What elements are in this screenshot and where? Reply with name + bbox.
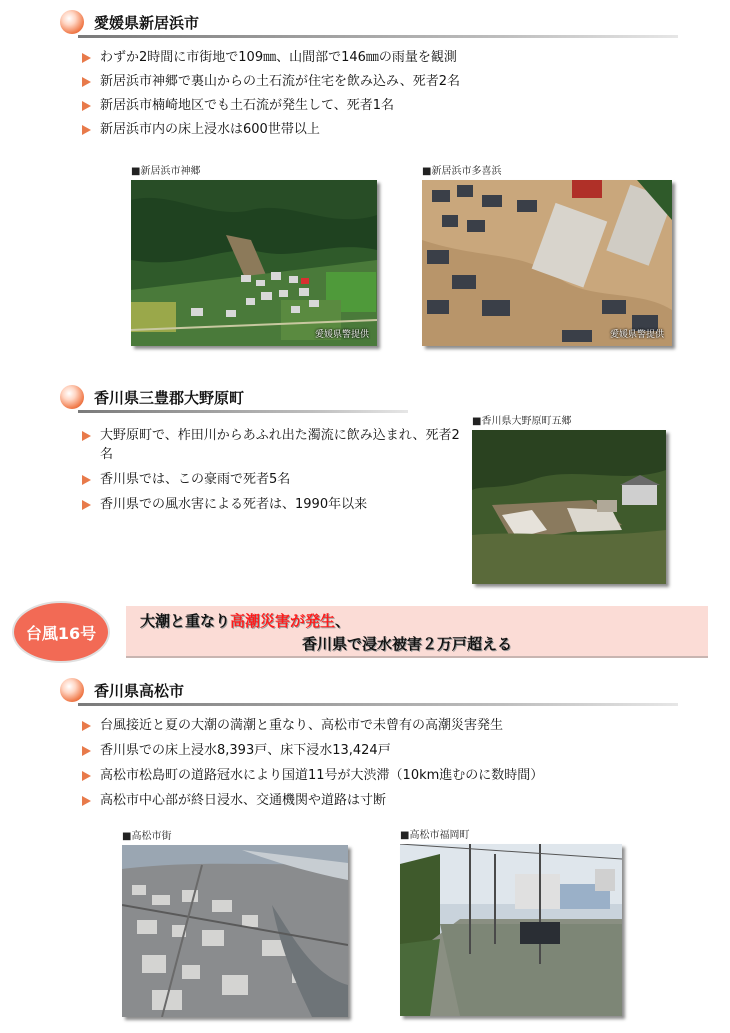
list-item: 新居浜市楠崎地区でも土石流が発生して、死者1名 <box>82 96 682 115</box>
arrow-icon <box>82 796 91 806</box>
photo-credit: 愛媛県警提供 <box>314 330 369 340</box>
photo-takihama <box>422 166 677 352</box>
list-item: 香川県での風水害による死者は、1990年以来 <box>82 495 472 514</box>
headline-highlight: 高潮災害が発生 <box>230 612 336 630</box>
photo-gogo <box>472 416 672 588</box>
photo-caption: ■新居浜市多喜浜 <box>422 166 502 177</box>
photo-shingo <box>131 166 381 352</box>
arrow-icon <box>82 500 91 510</box>
list-item: 香川県での床上浸水8,393戸、床下浸水13,424戸 <box>82 741 702 760</box>
typhoon-badge: 台風16号 <box>12 601 110 663</box>
list-item: 新居浜市内の床上浸水は600世帯以上 <box>82 120 682 139</box>
list-item: 高松市松島町の道路冠水により国道11号が大渋滞（10km進むのに数時間） <box>82 766 702 785</box>
list-item: 新居浜市神郷で裏山からの土石流が住宅を飲み込み、死者2名 <box>82 72 682 91</box>
arrow-icon <box>82 746 91 756</box>
section-header-takamatsu <box>60 676 680 704</box>
arrow-icon <box>82 125 91 135</box>
bullet-ball-icon <box>60 678 84 702</box>
flooded-town-aerial-image <box>422 180 672 346</box>
arrow-icon <box>82 431 91 441</box>
arrow-icon <box>82 77 91 87</box>
arrow-icon <box>82 53 91 63</box>
section-divider <box>78 410 408 413</box>
arrow-icon <box>82 771 91 781</box>
section-header-niihama <box>60 8 680 36</box>
headline-line-1: 大潮と重なり高潮災害が発生、 <box>140 612 351 630</box>
section-title: 愛媛県新居浜市 <box>94 14 200 32</box>
list-item: 香川県では、この豪雨で死者5名 <box>82 470 472 489</box>
landslide-aerial-image <box>131 180 377 346</box>
bullet-list-ohnohara <box>82 426 472 514</box>
section-divider <box>78 703 678 706</box>
bullet-list-takamatsu <box>82 716 702 810</box>
list-item: 高松市中心部が終日浸水、交通機関や道路は寸断 <box>82 791 702 810</box>
photo-caption: ■高松市福岡町 <box>400 830 470 841</box>
section-title: 香川県三豊郡大野原町 <box>94 389 245 407</box>
arrow-icon <box>82 101 91 111</box>
bullet-list-niihama <box>82 48 682 139</box>
arrow-icon <box>82 721 91 731</box>
list-item: わずか2時間に市街地で109㎜、山間部で146㎜の雨量を観測 <box>82 48 682 67</box>
photo-fukuoka-cho <box>400 830 630 1022</box>
photo-credit: 愛媛県警提供 <box>609 330 664 340</box>
arrow-icon <box>82 475 91 485</box>
headline-line-2: 香川県で浸水被害２万戸超える <box>302 635 513 653</box>
section-header-ohnohara <box>60 383 680 411</box>
list-item: 台風接近と夏の大潮の満潮と重なり、高松市で未曾有の高潮災害発生 <box>82 716 702 735</box>
list-item: 大野原町で、柞田川からあふれ出た濁流に飲み込まれ、死者2名 <box>82 426 470 464</box>
section-title: 香川県高松市 <box>94 682 185 700</box>
flooded-street-image <box>400 844 622 1016</box>
city-aerial-image <box>122 845 348 1017</box>
typhoon-headline-banner <box>126 606 708 658</box>
section-divider <box>78 35 678 38</box>
photo-caption: ■香川県大野原町五郷 <box>472 416 572 427</box>
bullet-ball-icon <box>60 10 84 34</box>
bullet-ball-icon <box>60 385 84 409</box>
photo-caption: ■高松市街 <box>122 831 172 842</box>
photo-takamatsu-city <box>122 831 354 1021</box>
photo-caption: ■新居浜市神郷 <box>131 166 201 177</box>
river-overflow-image <box>472 430 666 584</box>
